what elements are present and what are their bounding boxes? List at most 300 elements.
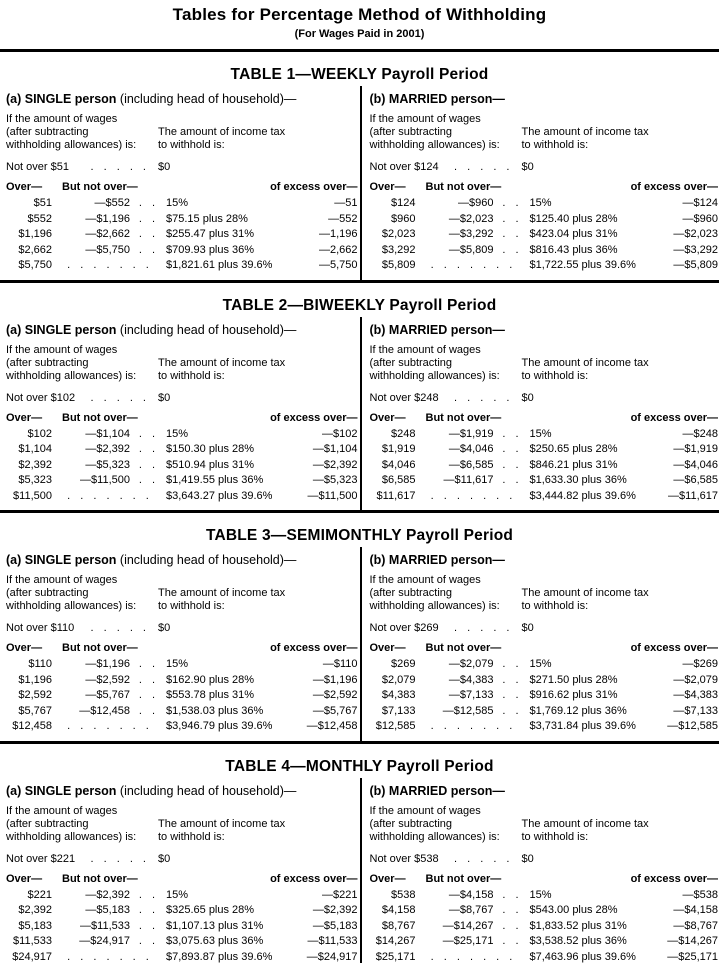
cell-but-not-over: —$11,617	[443, 474, 494, 486]
bracket-header	[6, 873, 358, 885]
cell-but-not-over: —$12,585	[442, 704, 494, 717]
cell-over: $5,750	[18, 259, 52, 271]
dot-leader: . .	[502, 673, 519, 686]
wages-line: (after subtracting	[6, 817, 89, 830]
cell-tax: $3,946.79 plus 39.6%	[166, 720, 273, 732]
single-column	[0, 778, 360, 963]
cell-excess: —5,750	[318, 259, 358, 271]
cell-over: $1,196	[18, 673, 52, 686]
dot-leader: . . . . .	[90, 622, 146, 634]
dot-leader: . . . . . . .	[67, 259, 149, 271]
not-over-line	[6, 161, 358, 173]
cell-but-not-over: —$14,267	[442, 919, 494, 932]
tax-line: The amount of income tax	[521, 126, 649, 138]
cell-but-not-over: —$2,592	[85, 673, 130, 686]
dot-leader: . .	[138, 443, 156, 455]
column-descriptions	[370, 113, 719, 152]
cell-excess: —$2,392	[312, 458, 358, 471]
cell-tax: $125.40 plus 28%	[529, 212, 618, 225]
not-over-text: Not over $248	[369, 391, 439, 404]
bracket-rows	[6, 196, 358, 274]
cell-over: $11,617	[376, 489, 416, 502]
tax-line: The amount of income tax	[521, 817, 649, 830]
cell-over: $8,767	[381, 919, 416, 932]
cell-but-not-over: —$1,104	[85, 427, 130, 440]
wages-line: If the amount of wages	[6, 574, 118, 586]
dot-leader: . . . . .	[90, 852, 146, 865]
cell-tax: 15%	[166, 197, 189, 209]
section-heading-rest: (including head of household)—	[116, 322, 297, 337]
wages-description	[370, 574, 522, 613]
dot-leader: . .	[502, 704, 519, 717]
zero-amount: $0	[158, 852, 171, 865]
table-row	[6, 196, 358, 212]
tax-description	[158, 113, 285, 152]
tax-line: to withhold is:	[521, 139, 589, 151]
wages-line: If the amount of wages	[6, 343, 118, 356]
zero-amount: $0	[521, 852, 534, 865]
dot-leader: . .	[502, 443, 519, 455]
table-row	[6, 719, 358, 735]
dot-leader: . .	[502, 212, 519, 225]
section-heading-married	[370, 784, 719, 798]
cell-excess: —$25,171	[667, 950, 718, 963]
single-column	[0, 317, 360, 511]
cell-over: $7,133	[381, 704, 416, 717]
cell-tax: 15%	[529, 427, 552, 440]
dot-leader: . .	[138, 474, 156, 486]
dot-leader: . .	[138, 935, 156, 947]
tax-line: The amount of income tax	[521, 356, 649, 369]
not-over-left	[6, 161, 158, 173]
cell-excess: —$110	[322, 658, 358, 670]
cell-over: $3,292	[381, 243, 416, 256]
table-row	[370, 704, 719, 720]
cell-tax: $1,538.03 plus 36%	[166, 704, 264, 717]
cell-tax: $1,833.52 plus 31%	[529, 919, 627, 932]
table-title: TABLE 3—SEMIMONTHLY Payroll Period	[205, 527, 514, 544]
not-over-text: Not over $269	[369, 622, 439, 634]
wages-description	[370, 805, 522, 844]
cell-over: $11,500	[13, 489, 52, 502]
tax-line: to withhold is:	[158, 369, 225, 382]
tax-line: to withhold is:	[521, 369, 589, 382]
wages-line: If the amount of wages	[369, 343, 481, 356]
cell-over: $2,592	[18, 689, 52, 701]
section-heading-bold: (b) MARRIED person—	[369, 92, 505, 106]
col-excess-label: of excess over—	[630, 411, 718, 424]
dot-leader: . . . . . . .	[430, 720, 513, 732]
dot-leader: . .	[138, 197, 156, 209]
section-heading-married	[370, 553, 719, 567]
cell-excess: —$124	[682, 197, 718, 209]
col-over-label: Over—	[369, 642, 406, 654]
cell-excess: —2,662	[318, 243, 358, 256]
cell-tax: $325.65 plus 28%	[166, 904, 255, 916]
cell-over: $12,458	[12, 720, 52, 732]
dot-leader: . .	[502, 197, 519, 209]
cell-tax: $75.15 plus 28%	[166, 212, 248, 225]
column-descriptions	[6, 574, 358, 613]
cell-tax: $510.94 plus 31%	[166, 458, 255, 471]
dot-leader: . . . . . . .	[430, 489, 513, 502]
cell-but-not-over: —$2,079	[448, 658, 494, 670]
wages-line: withholding allowances) is:	[369, 369, 500, 382]
bracket-header	[370, 181, 719, 193]
col-over-label: Over—	[6, 411, 43, 424]
table-row	[370, 657, 719, 673]
col-but-not-over-label: But not over—	[425, 642, 502, 654]
section-heading-bold: (a) SINGLE person	[6, 322, 117, 337]
not-over-text: Not over $110	[6, 622, 75, 634]
dot-leader: . . . . .	[453, 161, 510, 173]
cell-but-not-over: —$11,500	[80, 474, 130, 486]
not-over-text: Not over $221	[6, 852, 76, 865]
dot-leader: . .	[138, 228, 156, 240]
table-title: TABLE 4—MONTHLY Payroll Period	[225, 757, 494, 775]
table-body	[0, 778, 719, 963]
dot-leader: . .	[138, 458, 156, 471]
cell-over: $14,267	[375, 935, 416, 947]
bracket-header	[6, 642, 358, 654]
cell-tax: $846.21 plus 31%	[529, 458, 618, 471]
dot-leader: . . . . .	[453, 391, 510, 404]
cell-but-not-over: —$5,323	[85, 458, 130, 471]
cell-over: $1,104	[18, 443, 52, 455]
cell-over: $2,023	[381, 228, 416, 240]
cell-tax: $3,643.27 plus 39.6%	[166, 489, 273, 502]
dot-leader: . . . . .	[90, 391, 146, 404]
cell-excess: —552	[328, 212, 358, 225]
cell-tax: $162.90 plus 28%	[166, 673, 255, 686]
dot-leader: . .	[138, 904, 156, 916]
wages-description	[6, 113, 158, 152]
zero-amount: $0	[158, 391, 171, 404]
dot-leader: . . . . . . .	[67, 950, 149, 963]
cell-excess: —51	[334, 197, 358, 209]
col-excess-label: of excess over—	[630, 642, 718, 654]
table-row	[370, 427, 719, 443]
section-heading-bold: (b) MARRIED person—	[369, 553, 505, 567]
cell-but-not-over: —$4,158	[448, 888, 494, 901]
payroll-table-biweekly	[0, 297, 719, 514]
wages-line: If the amount of wages	[6, 804, 118, 817]
wages-line: (after subtracting	[6, 126, 89, 138]
cell-but-not-over: —$2,023	[448, 212, 494, 225]
col-excess-label: of excess over—	[630, 181, 718, 193]
table-body	[0, 86, 719, 283]
cell-over: $221	[27, 888, 52, 901]
cell-excess: —$2,392	[312, 904, 358, 916]
not-over-left	[6, 392, 158, 404]
cell-but-not-over: —$4,046	[448, 443, 494, 455]
cell-over: $2,392	[18, 904, 52, 916]
dot-leader: . . . . .	[453, 852, 510, 865]
not-over-text: Not over $124	[369, 161, 439, 173]
column-descriptions	[6, 344, 358, 383]
cell-excess: —$1,104	[312, 443, 358, 455]
tax-line: The amount of income tax	[158, 356, 286, 369]
col-but-not-over-label: But not over—	[62, 411, 138, 424]
col-over-label: Over—	[6, 872, 43, 885]
single-column	[0, 547, 360, 741]
table-title: TABLE 2—BIWEEKLY Payroll Period	[222, 296, 497, 314]
cell-excess: —1,196	[318, 228, 358, 240]
table-body	[0, 317, 719, 514]
cell-excess: —$102	[322, 427, 358, 440]
cell-tax: $423.04 plus 31%	[529, 228, 618, 240]
wages-description	[6, 344, 158, 383]
col-but-not-over-label: But not over—	[62, 181, 138, 193]
dot-leader: . . . . . . .	[67, 489, 149, 502]
cell-excess: —$5,183	[312, 919, 358, 932]
tax-description	[522, 344, 649, 383]
cell-tax: $543.00 plus 28%	[529, 904, 618, 916]
wages-line: (after subtracting	[6, 356, 89, 369]
bracket-rows	[6, 427, 358, 505]
section-heading-married	[370, 323, 719, 337]
col-but-not-over-label: But not over—	[62, 872, 138, 885]
cell-tax: $3,731.84 plus 39.6%	[529, 720, 636, 732]
section-heading-single	[6, 92, 358, 106]
cell-over: $25,171	[375, 950, 416, 963]
payroll-table-monthly	[0, 758, 719, 963]
table-row	[6, 427, 358, 443]
cell-over: $248	[391, 427, 416, 440]
tax-line: to withhold is:	[158, 830, 225, 843]
not-over-line	[370, 622, 719, 634]
dot-leader: . .	[138, 689, 156, 701]
cell-but-not-over: —$1,196	[85, 212, 130, 225]
table-row	[370, 903, 719, 919]
page-title: Tables for Percentage Method of Withholding	[172, 5, 547, 24]
col-excess-label: of excess over—	[270, 411, 358, 424]
cell-over: $4,383	[381, 689, 416, 701]
table-row	[6, 903, 358, 919]
table-row	[6, 442, 358, 458]
cell-excess: —$4,383	[673, 689, 718, 701]
table-row	[370, 950, 719, 963]
not-over-line	[370, 392, 719, 404]
cell-tax: 15%	[166, 888, 189, 901]
table-row	[370, 243, 719, 259]
table-row	[370, 442, 719, 458]
table-row	[370, 919, 719, 935]
cell-over: $124	[391, 197, 416, 209]
col-over-label: Over—	[369, 181, 406, 193]
dot-leader: . .	[502, 458, 519, 471]
cell-tax: 15%	[529, 888, 552, 901]
dot-leader: . . . . .	[453, 622, 510, 634]
cell-over: $4,158	[381, 904, 416, 916]
wages-description	[370, 113, 522, 152]
cell-over: $1,196	[18, 228, 52, 240]
table-row	[6, 950, 358, 963]
bracket-header	[6, 412, 358, 424]
wages-line: (after subtracting	[6, 587, 89, 599]
col-over-label: Over—	[369, 872, 406, 885]
table-row	[6, 934, 358, 950]
single-column	[0, 86, 360, 280]
tax-line: to withhold is:	[158, 600, 225, 612]
zero-amount: $0	[521, 391, 534, 404]
cell-tax: $709.93 plus 36%	[166, 243, 255, 256]
column-descriptions	[6, 805, 358, 844]
cell-tax: $1,722.55 plus 39.6%	[529, 259, 636, 271]
cell-but-not-over: —$11,533	[80, 919, 130, 932]
tax-description	[522, 113, 649, 152]
column-descriptions	[370, 805, 719, 844]
bracket-header	[370, 873, 719, 885]
tax-description	[522, 574, 649, 613]
section-heading-rest: (including head of household)—	[116, 553, 297, 567]
dot-leader: . .	[502, 689, 519, 701]
cell-but-not-over: —$24,917	[79, 935, 130, 947]
cell-excess: —$6,585	[673, 474, 718, 486]
cell-over: $1,919	[381, 443, 416, 455]
cell-excess: —$1,919	[673, 443, 718, 455]
cell-tax: 15%	[166, 427, 189, 440]
cell-excess: —$11,533	[307, 935, 358, 947]
dot-leader: . . . . . . .	[430, 259, 513, 271]
dot-leader: . .	[502, 919, 519, 932]
dot-leader: . .	[502, 228, 519, 240]
table-row	[6, 212, 358, 228]
cell-over: $2,079	[381, 673, 416, 686]
cell-but-not-over: —$5,809	[448, 243, 494, 256]
col-excess-label: of excess over—	[270, 642, 358, 654]
cell-but-not-over: —$6,585	[448, 458, 494, 471]
tax-line: to withhold is:	[521, 600, 589, 612]
dot-leader: . .	[138, 427, 156, 440]
cell-tax: $3,444.82 plus 39.6%	[529, 489, 636, 502]
bracket-header	[370, 642, 719, 654]
cell-but-not-over: —$1,196	[85, 658, 130, 670]
not-over-line	[6, 392, 358, 404]
wages-line: (after subtracting	[369, 356, 453, 369]
tax-description	[522, 805, 649, 844]
cell-but-not-over: —$4,383	[448, 673, 494, 686]
table-row	[6, 688, 358, 704]
cell-excess: —$11,500	[307, 489, 358, 502]
zero-amount: $0	[521, 161, 534, 173]
cell-excess: —$960	[682, 212, 718, 225]
table-row	[370, 489, 719, 505]
cell-excess: —$1,196	[312, 673, 358, 686]
cell-tax: $1,107.13 plus 31%	[166, 919, 264, 932]
col-excess-label: of excess over—	[270, 181, 358, 193]
wages-line: withholding allowances) is:	[6, 830, 137, 843]
cell-but-not-over: —$552	[94, 197, 130, 209]
tax-description	[158, 574, 285, 613]
tax-line: The amount of income tax	[158, 817, 286, 830]
cell-but-not-over: —$2,392	[85, 443, 130, 455]
table-row	[370, 212, 719, 228]
column-descriptions	[370, 574, 719, 613]
cell-tax: 15%	[166, 658, 189, 670]
cell-over: $6,585	[381, 474, 416, 486]
cell-over: $102	[27, 427, 52, 440]
payroll-table-semimonthly	[0, 527, 719, 744]
table-row	[6, 704, 358, 720]
wages-line: withholding allowances) is:	[369, 830, 500, 843]
wages-description	[370, 344, 522, 383]
cell-but-not-over: —$2,392	[85, 888, 130, 901]
table-row	[370, 196, 719, 212]
cell-over: $5,323	[18, 474, 52, 486]
table-row	[6, 489, 358, 505]
cell-over: $5,809	[381, 259, 416, 271]
cell-tax: $3,538.52 plus 36%	[529, 935, 627, 947]
cell-over: $2,662	[18, 243, 52, 256]
dot-leader: . . . . .	[90, 161, 146, 173]
wages-line: withholding allowances) is:	[6, 139, 137, 151]
not-over-text: Not over $102	[6, 391, 76, 404]
section-heading-single	[6, 784, 358, 798]
dot-leader: . .	[138, 243, 156, 256]
col-over-label: Over—	[6, 181, 43, 193]
cell-tax: $1,769.12 plus 36%	[529, 704, 627, 717]
not-over-left	[370, 392, 522, 404]
wages-line: withholding allowances) is:	[6, 369, 137, 382]
table-row	[6, 258, 358, 274]
table-row	[370, 227, 719, 243]
not-over-left	[370, 853, 522, 865]
wages-line: (after subtracting	[369, 587, 453, 599]
cell-excess: —$3,292	[673, 243, 718, 256]
cell-over: $24,917	[12, 950, 52, 963]
table-row	[6, 673, 358, 689]
cell-but-not-over: —$7,133	[448, 689, 494, 701]
table-row	[370, 258, 719, 274]
table-row	[6, 919, 358, 935]
column-descriptions	[6, 113, 358, 152]
cell-excess: —$2,079	[673, 673, 718, 686]
section-heading-single	[6, 323, 358, 337]
cell-excess: —$221	[322, 888, 358, 901]
tax-line: to withhold is:	[158, 139, 225, 151]
dot-leader: . . . . . . .	[67, 720, 149, 732]
not-over-line	[6, 622, 358, 634]
cell-tax: $3,075.63 plus 36%	[166, 935, 264, 947]
col-but-not-over-label: But not over—	[425, 181, 502, 193]
col-but-not-over-label: But not over—	[62, 642, 138, 654]
cell-tax: 15%	[529, 658, 552, 670]
not-over-line	[370, 161, 719, 173]
not-over-line	[370, 853, 719, 865]
column-descriptions	[370, 344, 719, 383]
not-over-left	[370, 161, 522, 173]
tax-description	[158, 805, 285, 844]
section-heading-married	[370, 92, 719, 106]
cell-over: $5,183	[18, 919, 52, 932]
page-subtitle: (For Wages Paid in 2001)	[294, 28, 425, 40]
cell-excess: —$5,323	[312, 474, 358, 486]
cell-excess: —$12,458	[306, 720, 358, 732]
section-heading-bold: (a) SINGLE person	[6, 92, 117, 106]
cell-excess: —$8,767	[673, 919, 718, 932]
cell-over: $51	[33, 197, 52, 209]
dot-leader: . .	[502, 243, 519, 256]
cell-but-not-over: —$5,750	[85, 243, 130, 256]
not-over-left	[370, 622, 522, 634]
cell-excess: —$269	[682, 658, 718, 670]
section-heading-rest: (including head of household)—	[116, 92, 297, 106]
payroll-table-weekly	[0, 66, 719, 283]
table-row	[370, 673, 719, 689]
not-over-text: Not over $538	[369, 852, 439, 865]
bracket-rows	[6, 888, 358, 963]
